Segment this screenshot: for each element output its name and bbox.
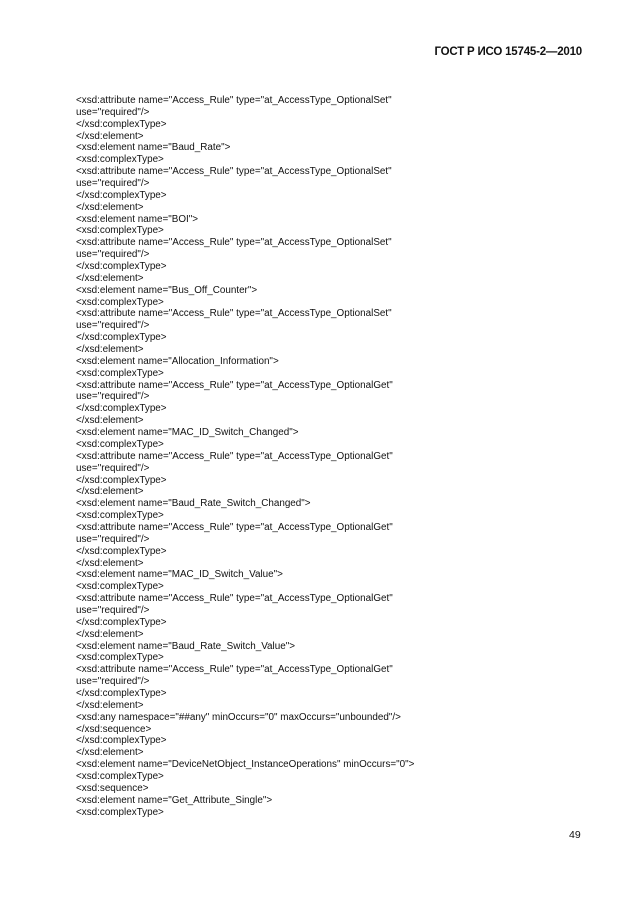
code-line: </xsd:complexType> xyxy=(76,332,167,344)
code-line: <xsd:element name="Baud_Rate_Switch_Changed"> xyxy=(76,498,311,510)
code-line: </xsd:element> xyxy=(76,557,144,569)
code-line: <xsd:element name="Allocation_Information"> xyxy=(76,355,279,367)
code-line: </xsd:element> xyxy=(76,747,144,759)
code-line: use="required"/> xyxy=(76,676,150,688)
code-line: use="required"/> xyxy=(76,391,150,403)
code-line: <xsd:element name="BOI"> xyxy=(76,213,199,225)
code-line: use="required"/> xyxy=(76,178,150,190)
xsd-code-listing xyxy=(76,95,414,818)
code-line: <xsd:element name="MAC_ID_Switch_Changed"> xyxy=(76,427,299,439)
code-line: </xsd:complexType> xyxy=(76,403,167,415)
code-line: use="required"/> xyxy=(76,320,150,332)
code-line: <xsd:element name="Get_Attribute_Single"> xyxy=(76,794,273,806)
code-line: </xsd:complexType> xyxy=(76,474,167,486)
code-line: <xsd:complexType> xyxy=(76,225,164,237)
code-line: <xsd:element name="MAC_ID_Switch_Value"> xyxy=(76,569,283,581)
code-line: <xsd:attribute name="Access_Rule" type="at_AccessType_OptionalGet" xyxy=(76,593,393,605)
code-line: </xsd:complexType> xyxy=(76,261,167,273)
code-line: <xsd:complexType> xyxy=(76,438,164,450)
code-line: </xsd:element> xyxy=(76,130,144,142)
code-line: <xsd:attribute name="Access_Rule" type="at_AccessType_OptionalSet" xyxy=(76,166,392,178)
code-line: </xsd:element> xyxy=(76,628,144,640)
code-line: </xsd:complexType> xyxy=(76,118,167,130)
code-line: </xsd:complexType> xyxy=(76,189,167,201)
code-line: <xsd:complexType> xyxy=(76,770,164,782)
code-line: </xsd:element> xyxy=(76,201,144,213)
code-line: <xsd:element name="Baud_Rate"> xyxy=(76,142,231,154)
code-line: <xsd:element name="Baud_Rate_Switch_Value"> xyxy=(76,640,296,652)
code-line: use="required"/> xyxy=(76,533,150,545)
code-line: </xsd:complexType> xyxy=(76,687,167,699)
code-line: <xsd:element name="Bus_Off_Counter"> xyxy=(76,284,258,296)
code-line: <xsd:any namespace="##any" minOccurs="0" maxOccurs="unbounded"/> xyxy=(76,711,401,723)
code-line: use="required"/> xyxy=(76,462,150,474)
code-line: <xsd:complexType> xyxy=(76,806,164,818)
code-line: use="required"/> xyxy=(76,249,150,261)
code-line: </xsd:element> xyxy=(76,699,144,711)
code-line: <xsd:complexType> xyxy=(76,652,164,664)
code-line: </xsd:element> xyxy=(76,272,144,284)
document-header: ГОСТ Р ИСО 15745-2—2010 xyxy=(434,46,582,58)
code-line: <xsd:element name="DeviceNetObject_InstanceOperations" minOccurs="0"> xyxy=(76,759,415,771)
code-line: <xsd:attribute name="Access_Rule" type="at_AccessType_OptionalGet" xyxy=(76,664,393,676)
code-line: <xsd:complexType> xyxy=(76,154,164,166)
code-line: <xsd:attribute name="Access_Rule" type="at_AccessType_OptionalGet" xyxy=(76,450,393,462)
code-line: <xsd:complexType> xyxy=(76,296,164,308)
code-line: </xsd:element> xyxy=(76,344,144,356)
page-number: 49 xyxy=(569,829,581,841)
code-line: <xsd:attribute name="Access_Rule" type="at_AccessType_OptionalSet" xyxy=(76,308,392,320)
code-line: </xsd:element> xyxy=(76,486,144,498)
code-line: <xsd:complexType> xyxy=(76,510,164,522)
code-line: </xsd:complexType> xyxy=(76,545,167,557)
code-line: use="required"/> xyxy=(76,604,150,616)
code-line: </xsd:sequence> xyxy=(76,723,152,735)
code-line: </xsd:complexType> xyxy=(76,616,167,628)
code-line: <xsd:attribute name="Access_Rule" type="at_AccessType_OptionalSet" xyxy=(76,237,392,249)
code-line: <xsd:sequence> xyxy=(76,782,149,794)
code-line: <xsd:attribute name="Access_Rule" type="at_AccessType_OptionalGet" xyxy=(76,521,393,533)
code-line: </xsd:element> xyxy=(76,415,144,427)
code-line: <xsd:attribute name="Access_Rule" type="at_AccessType_OptionalSet" xyxy=(76,95,392,106)
code-line: <xsd:attribute name="Access_Rule" type="at_AccessType_OptionalGet" xyxy=(76,379,393,391)
code-line: use="required"/> xyxy=(76,106,150,118)
code-line: <xsd:complexType> xyxy=(76,581,164,593)
code-line: </xsd:complexType> xyxy=(76,735,167,747)
code-line: <xsd:complexType> xyxy=(76,367,164,379)
